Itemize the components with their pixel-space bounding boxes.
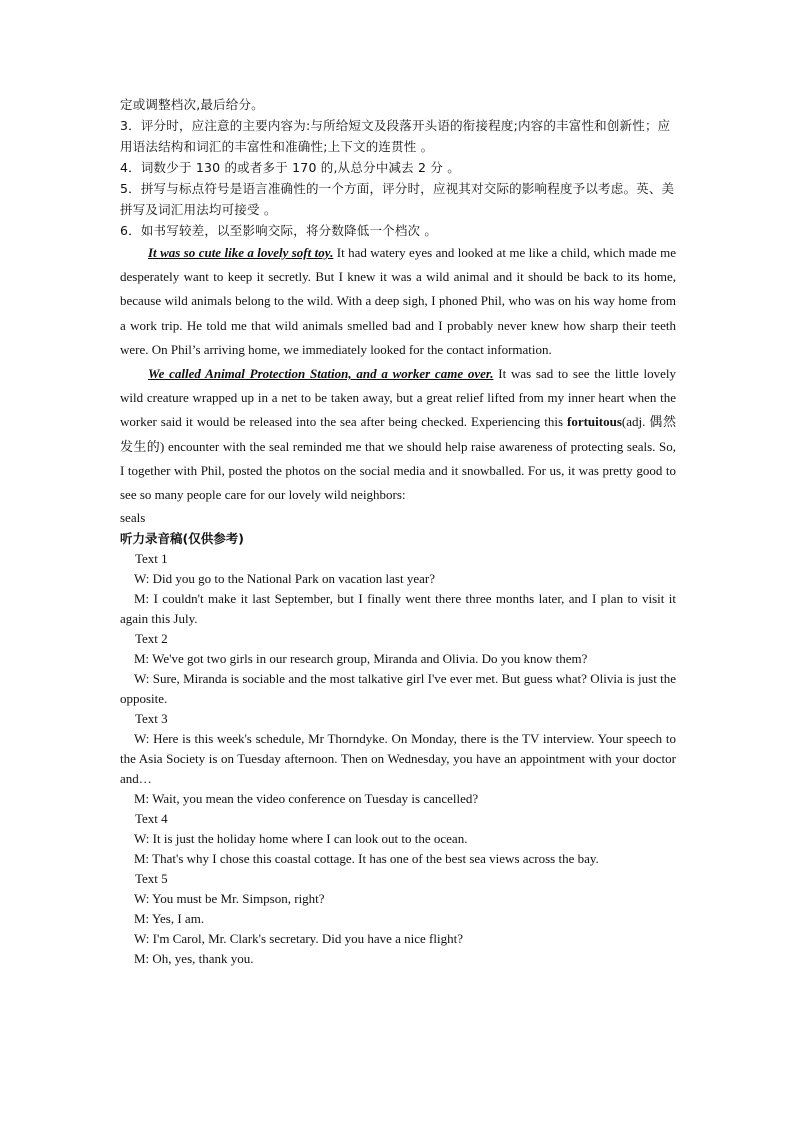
text-label: Text 4 xyxy=(135,811,168,827)
dialogue-line: M: We've got two girls in our research group, Miranda and Olivia. Do you know them? xyxy=(134,651,588,667)
paragraph-opening: It was so cute like a lovely soft toy. xyxy=(148,245,334,260)
dialogue-line: W: Here is this week's schedule, Mr Thorndyke. On Monday, there is the TV interview. Your speech to the Asia Society is on Tuesday afternoon. Then on Wednesday, you have an appointment with your doctor and… xyxy=(120,731,676,787)
dialogue-line: W: I'm Carol, Mr. Clark's secretary. Did you have a nice flight? xyxy=(134,931,463,947)
rule-line: 4．词数少于 130 的或者多于 170 的,从总分中减去 2 分 。 xyxy=(120,160,460,175)
text-label: Text 3 xyxy=(135,711,168,727)
essay-paragraph-2 xyxy=(120,362,676,507)
dialogue-line: M: That's why I chose this coastal cottage. It has one of the best sea views across the bay. xyxy=(134,851,599,867)
text-label: Text 2 xyxy=(135,631,168,647)
rule-line: 定或调整档次,最后给分。 xyxy=(120,97,264,112)
dialogue-line: W: You must be Mr. Simpson, right? xyxy=(134,891,325,907)
dialogue-line: W: It is just the holiday home where I can look out to the ocean. xyxy=(134,831,468,847)
paragraph-body: It had watery eyes and looked at me like a child, which made me desperately want to keep it secretly. But I knew it was a wild animal and it should be back to its home, because wild animals belong to the wild. With a deep sigh, I phoned Phil, who was on his way home from a work trip. He told me that wild animals smelled bad and I probably never knew how sharp their teeth were. On Phil’s arriving home, we immediately looked for the contact information. xyxy=(120,245,677,357)
rule-line: 6．如书写较差，以至影响交际，将分数降低一个档次 。 xyxy=(120,223,438,238)
dialogue-line: W: Did you go to the National Park on vacation last year? xyxy=(134,571,435,587)
vocabulary-word: fortuitous xyxy=(566,414,622,430)
dialogue-line: W: Sure, Miranda is sociable and the most talkative girl I've ever met. But guess what? Olivia is just the opposite. xyxy=(120,671,676,707)
rule-line: 3．评分时，应注意的主要内容为:与所给短文及段落开头语的衔接程度;内容的丰富性和创新性；应用语法结构和词汇的丰富性和准确性;上下文的连贯性 。 xyxy=(120,118,671,154)
paragraph-opening: We called Animal Protection Station, and a worker came over. xyxy=(148,366,494,382)
paragraph-body-continued: encounter with the seal reminded me that we should help raise awareness of protecting seals. So, I together with Phil, posted the photos on the social media and it snowballed. For us, it was pretty good to see so many people care for our lovely wild neighbors: xyxy=(120,438,676,503)
dialogue-line: M: Oh, yes, thank you. xyxy=(134,951,254,967)
transcript-heading: 听力录音稿(仅供参考) xyxy=(120,531,244,547)
rule-line: 5．拼写与标点符号是语言准确性的一个方面，评分时，应视其对交际的影响程度予以考虑。英、美拼写及词汇用法均可接受 。 xyxy=(120,181,675,217)
dialogue-line: M: Yes, I am. xyxy=(134,911,205,927)
essay-ending: seals xyxy=(120,510,146,526)
text-label: Text 5 xyxy=(135,871,168,887)
paragraph-body: It was sad to see the little lovely wild creature wrapped up in a net to be taken away, but a great relief lifted from my inner heart when the worker said it would be released into the sea after being checked. Experiencing this xyxy=(120,366,676,430)
dialogue-line: M: Wait, you mean the video conference on Tuesday is cancelled? xyxy=(134,791,479,807)
listening-transcript xyxy=(120,529,676,969)
scoring-rules xyxy=(120,94,676,241)
vocabulary-gloss: (adj. 偶然发生的) xyxy=(120,414,676,454)
document-page xyxy=(120,94,676,969)
dialogue-line: M: I couldn't make it last September, but I finally went there three months later, and I plan to visit it again this July. xyxy=(120,591,676,627)
essay-paragraph-1 xyxy=(120,241,676,362)
text-label: Text 1 xyxy=(135,551,168,567)
sample-essay xyxy=(120,241,676,529)
